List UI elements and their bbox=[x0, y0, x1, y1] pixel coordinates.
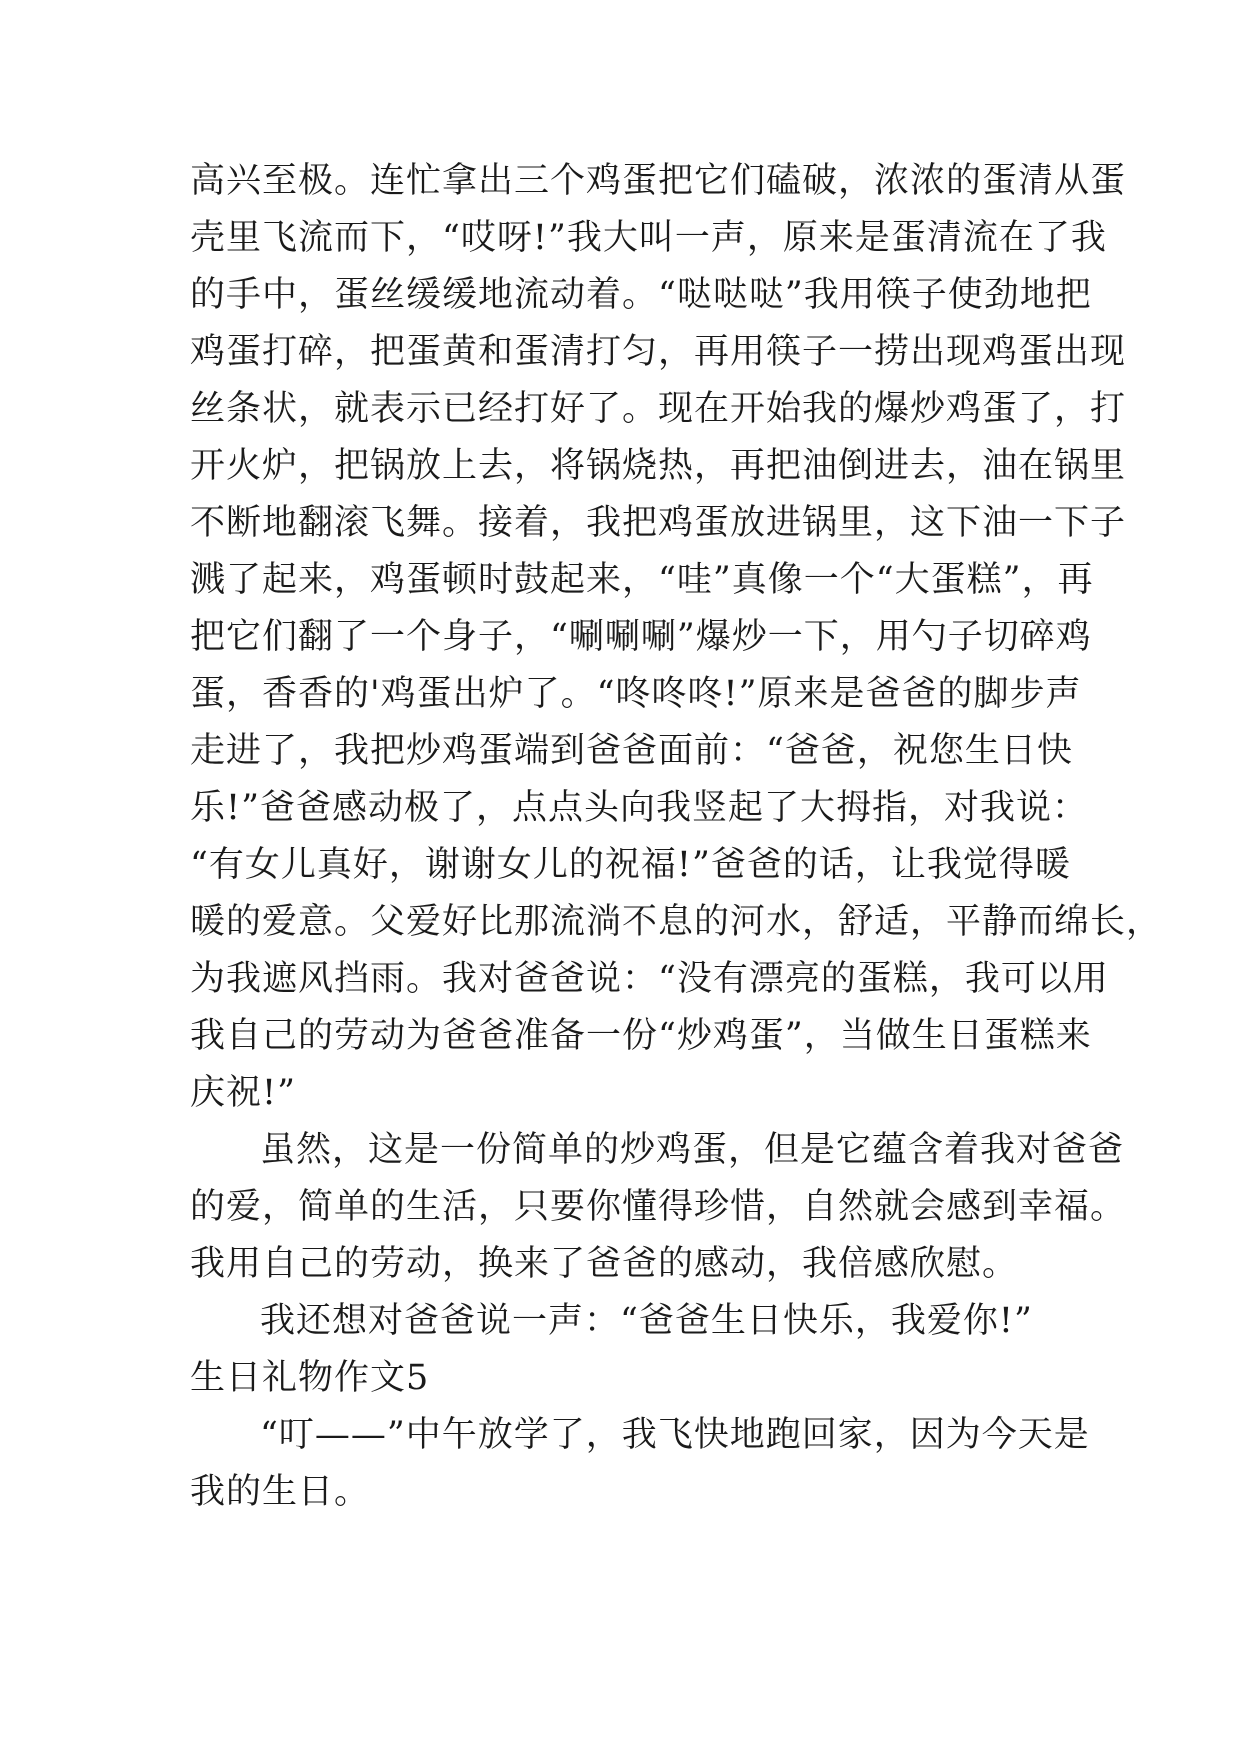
text-line: 溅了起来，鸡蛋顿时鼓起来，“哇”真像一个“大蛋糕”，再 bbox=[190, 560, 1094, 600]
text-line: 的爱，简单的生活，只要你懂得珍惜，自然就会感到幸福。 bbox=[190, 1187, 1127, 1227]
paragraph-1 bbox=[190, 153, 1163, 1122]
text-line: 为我遮风挡雨。我对爸爸说：“没有漂亮的蛋糕，我可以用 bbox=[190, 959, 1109, 999]
text-line: 走进了，我把炒鸡蛋端到爸爸面前：“爸爸，祝您生日快 bbox=[190, 731, 1073, 771]
text-line: 我还想对爸爸说一声：“爸爸生日快乐，我爱你!” bbox=[260, 1301, 1033, 1341]
text-line: 暖的爱意。父爱好比那流淌不息的河水，舒适，平静而绵长， bbox=[190, 902, 1163, 942]
text-line: 的手中，蛋丝缓缓地流动着。“哒哒哒”我用筷子使劲地把 bbox=[190, 275, 1092, 315]
text-line: 高兴至极。连忙拿出三个鸡蛋把它们磕破，浓浓的蛋清从蛋 bbox=[190, 161, 1127, 201]
paragraph-4 bbox=[190, 1407, 1090, 1521]
section-heading bbox=[190, 1350, 1050, 1407]
text-line: 庆祝!” bbox=[190, 1073, 296, 1113]
text-line: 把它们翻了一个身子，“唰唰唰”爆炒一下，用勺子切碎鸡 bbox=[190, 617, 1092, 657]
text-line: 我自己的劳动为爸爸准备一份“炒鸡蛋”，当做生日蛋糕来 bbox=[190, 1016, 1092, 1056]
text-line: “叮——”中午放学了，我飞快地跑回家，因为今天是 bbox=[260, 1415, 1090, 1455]
text-line: “有女儿真好，谢谢女儿的祝福!”爸爸的话，让我觉得暖 bbox=[190, 845, 1071, 885]
paragraph-2 bbox=[190, 1122, 1127, 1293]
text-line: 壳里飞流而下，“哎呀!”我大叫一声，原来是蛋清流在了我 bbox=[190, 218, 1107, 258]
text-line: 我的生日。 bbox=[190, 1472, 371, 1512]
paragraph-3 bbox=[190, 1293, 1050, 1350]
text-line: 丝条状，就表示已经打好了。现在开始我的爆炒鸡蛋了，打 bbox=[190, 389, 1127, 429]
text-line: 虽然，这是一份简单的炒鸡蛋，但是它蕴含着我对爸爸 bbox=[260, 1130, 1125, 1170]
heading-text: 生日礼物作文5 bbox=[190, 1358, 430, 1398]
text-line: 乐!”爸爸感动极了，点点头向我竖起了大拇指，对我说： bbox=[190, 788, 1088, 828]
text-line: 开火炉，把锅放上去，将锅烧热，再把油倒进去，油在锅里 bbox=[190, 446, 1127, 486]
text-line: 我用自己的劳动，换来了爸爸的感动，我倍感欣慰。 bbox=[190, 1244, 1019, 1284]
text-line: 不断地翻滚飞舞。接着，我把鸡蛋放进锅里，这下油一下子 bbox=[190, 503, 1127, 543]
text-line: 鸡蛋打碎，把蛋黄和蛋清打匀，再用筷子一捞出现鸡蛋出现 bbox=[190, 332, 1127, 372]
document-body bbox=[190, 153, 1163, 1521]
text-line: 蛋，香香的'鸡蛋出炉了。“咚咚咚!”原来是爸爸的脚步声 bbox=[190, 674, 1082, 714]
